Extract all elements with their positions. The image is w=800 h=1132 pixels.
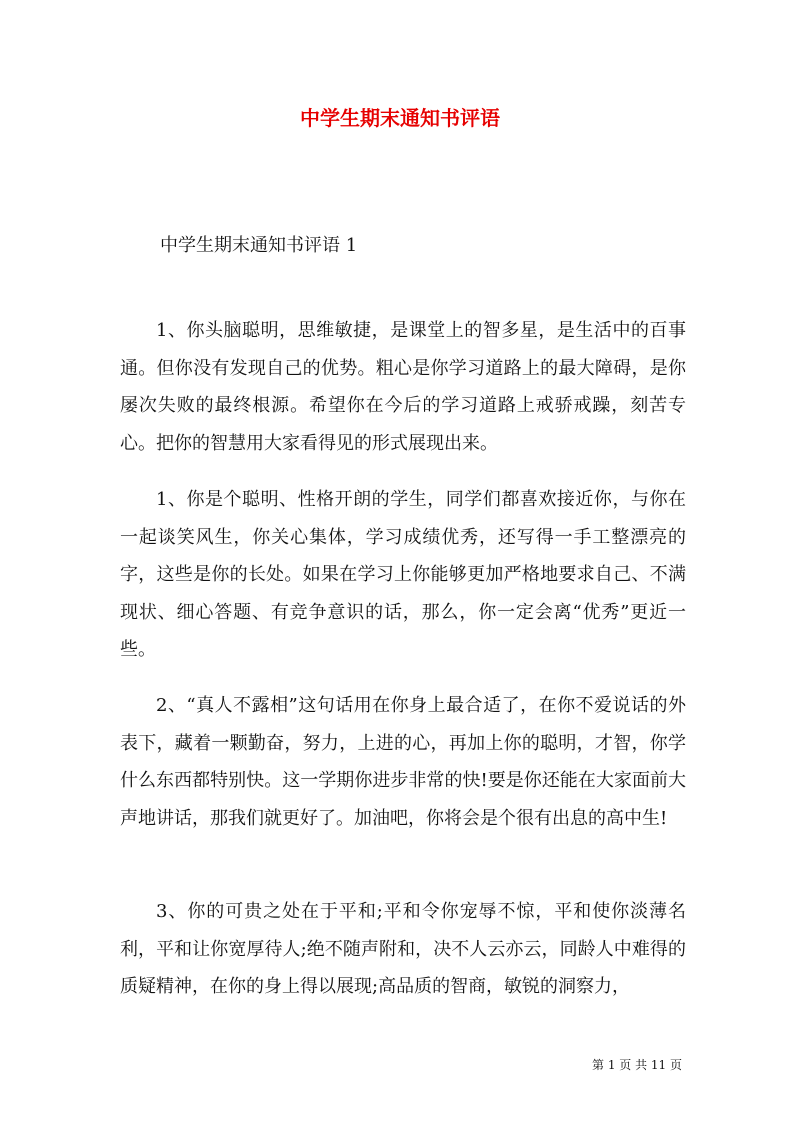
paragraph-1: 1、你头脑聪明，思维敏捷，是课堂上的智多星，是生活中的百事通。但你没有发现自己的优势。粗心是你学习道路上的最大障碍，是你屡次失败的最终根源。希望你在今后的学习道路上戒骄戒躁，刻苦专心。把你的智慧用大家看得见的形式展现出来。 xyxy=(120,320,686,454)
page-number-footer: 第 1 页 共 11 页 xyxy=(592,1058,682,1072)
paragraph-2: 1、你是个聪明、性格开朗的学生，同学们都喜欢接近你，与你在一起谈笑风生，你关心集体，学习成绩优秀，还写得一手工整漂亮的字，这些是你的长处。如果在学习上你能够更加严格地要求自己、不满现状、细心答题、有竞争意识的话，那么，你一定会离“优秀”更近一些。 xyxy=(120,489,686,661)
paragraph-3: 2、“真人不露相”这句话用在你身上最合适了，在你不爱说话的外表下，藏着一颗勤奋，努力，上进的心，再加上你的聪明，才智，你学什么东西都特别快。这一学期你进步非常的快!要是你还能在大家面前大声地讲话，那我们就更好了。加油吧，你将会是个很有出息的高中生! xyxy=(120,695,686,829)
document-title: 中学生期末通知书评语 xyxy=(300,106,500,130)
section-heading: 中学生期末通知书评语 1 xyxy=(160,235,358,256)
paragraph-4: 3、你的可贵之处在于平和;平和令你宠辱不惊，平和使你淡薄名利，平和让你宽厚待人;绝不随声附和，决不人云亦云，同龄人中难得的质疑精神，在你的身上得以展现;高品质的智商，敏锐的洞察力， xyxy=(120,901,686,998)
